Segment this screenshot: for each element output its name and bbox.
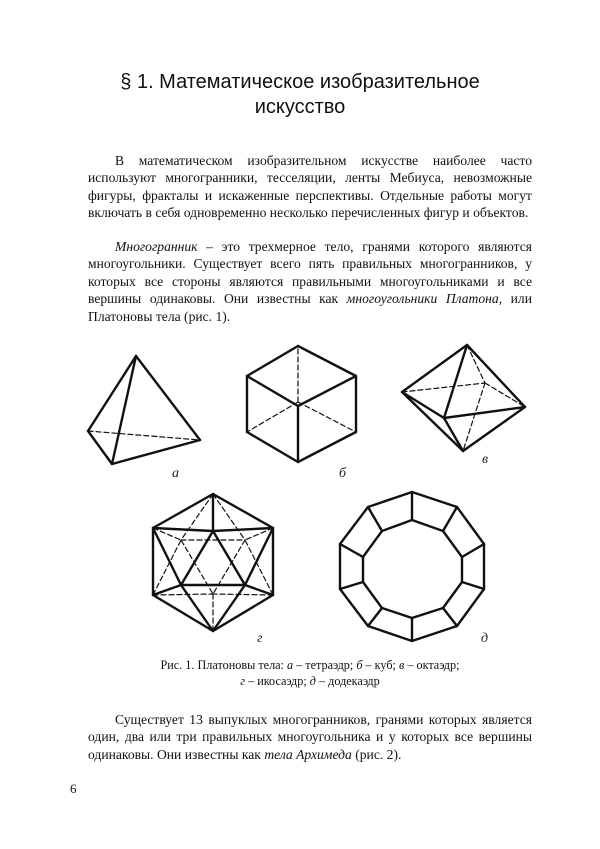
caption-text-d: – додекаэдр: [315, 674, 380, 688]
caption-letter-g: г: [240, 674, 246, 688]
paragraph-intro: В математическом изобразительном искусстве наиболее часто используют многогранники, тесселяции, ленты Мебиуса, невозможные фигуры, фракталы и искаженные перспективы. Отдельные работы могут включать в себя одновременно несколько перечисленных фигур и объектов.: [88, 153, 532, 221]
tetrahedron-drawing: [88, 356, 200, 464]
caption-text-a: – тетраэдр;: [293, 658, 357, 672]
label-tetrahedron: а: [172, 466, 179, 481]
paragraph-2-text-a: – это трехмерное тело, гранями которого являются многоугольники. Существует всего пять правильных многогранников, у которых все стороны являются правильными многоугольниками и все вершины одинаковы. Они известны как: [88, 239, 532, 307]
octahedron-drawing: [402, 345, 525, 451]
label-cube: б: [339, 466, 347, 481]
platonic-solids-drawing: [0, 340, 600, 650]
term-archimedes: тела Архимеда: [264, 746, 352, 762]
caption-text-b: – куб;: [362, 658, 399, 672]
caption-letter-b: б: [356, 658, 363, 672]
figure-platonic-solids: [0, 340, 600, 650]
paragraph-2-text-b: , или Платоновы тела (рис. 1).: [88, 291, 532, 324]
paragraph-3-text-b: (рис. 2).: [351, 746, 402, 762]
cube-drawing: [247, 346, 356, 462]
figure-caption: [88, 657, 532, 689]
label-octahedron: в: [482, 452, 489, 467]
caption-prefix: Рис. 1. Платоновы тела:: [160, 658, 287, 672]
caption-text-g: – икосаэдр;: [245, 674, 310, 688]
page-number: 6: [70, 781, 77, 796]
caption-letter-d: д: [309, 674, 316, 688]
dodecahedron-drawing: [340, 492, 484, 641]
term-platonic: многоугольники Платона: [346, 291, 499, 307]
term-polyhedron: Многогранник: [115, 239, 198, 254]
paragraph-3-text-a: Существует 13 выпуклых многогранников, гранями которых является один, два или три правильных многоугольника и у которых все вершины одинаковы. Они известны как: [88, 712, 532, 762]
caption-text-v: – октаэдр;: [404, 658, 460, 672]
section-title-line-1: § 1. Математическое изобразительное: [120, 71, 480, 93]
caption-line-1: [88, 657, 532, 673]
section-title: [60, 70, 540, 120]
section-title-line-2: искусство: [254, 96, 346, 118]
caption-letter-a: а: [287, 658, 294, 672]
caption-line-2: [88, 673, 532, 689]
caption-letter-v: в: [398, 658, 405, 672]
label-icosahedron: г: [257, 631, 263, 646]
paragraph-archimedean: [88, 711, 532, 763]
icosahedron-drawing: [153, 494, 273, 631]
label-dodecahedron: д: [481, 631, 489, 646]
paragraph-polyhedron-definition: [88, 238, 532, 325]
